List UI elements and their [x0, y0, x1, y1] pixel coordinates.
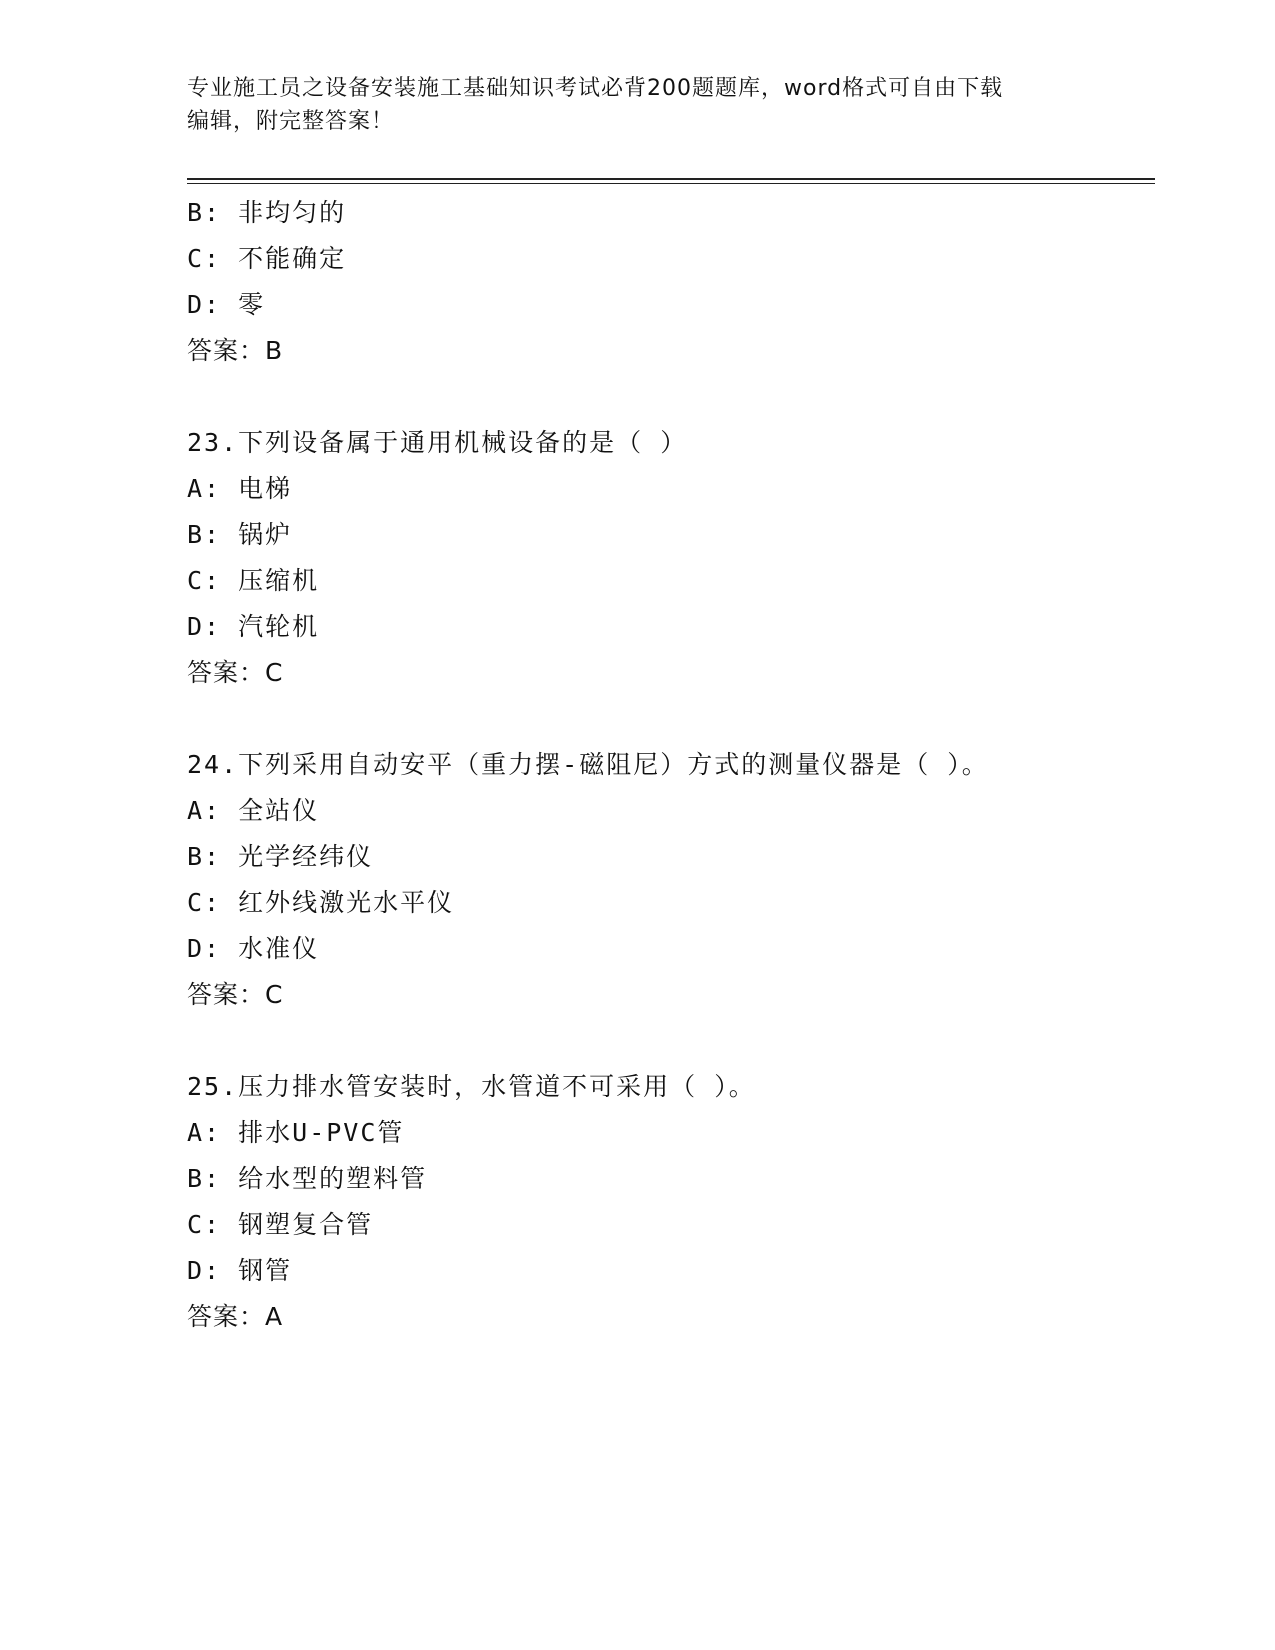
option-b: B: 光学经纬仪: [187, 842, 374, 871]
option-a: A: 全站仪: [187, 796, 320, 825]
answer: 答案：B: [187, 336, 284, 365]
answer: 答案：C: [187, 980, 284, 1009]
option-c: C: 钢塑复合管: [187, 1210, 374, 1239]
header-divider: [187, 178, 1155, 180]
option-d: D: 汽轮机: [187, 612, 320, 641]
question-text: 25.压力排水管安装时，水管道不可采用（ ）。: [187, 1072, 756, 1101]
document-body: [187, 190, 1155, 1340]
question-text: 23.下列设备属于通用机械设备的是（ ）: [187, 428, 688, 457]
question-22-block: [187, 190, 1155, 374]
answer: 答案：A: [187, 1302, 284, 1331]
option-d: D: 水准仪: [187, 934, 320, 963]
option-d: D: 零: [187, 290, 266, 319]
header-line-2: 编辑，附完整答案！: [187, 109, 395, 134]
option-c: C: 不能确定: [187, 244, 347, 273]
answer: 答案：C: [187, 658, 284, 687]
question-24-block: [187, 742, 1155, 1018]
question-23-block: [187, 420, 1155, 696]
option-a: A: 排水U-PVC管: [187, 1118, 405, 1147]
option-b: B: 锅炉: [187, 520, 293, 549]
question-25-block: [187, 1064, 1155, 1340]
option-b: B: 非均匀的: [187, 198, 347, 227]
option-c: C: 红外线激光水平仪: [187, 888, 455, 917]
page-header: [187, 72, 1087, 138]
header-divider-thin: [187, 183, 1155, 184]
option-c: C: 压缩机: [187, 566, 320, 595]
option-b: B: 给水型的塑料管: [187, 1164, 428, 1193]
option-d: D: 钢管: [187, 1256, 293, 1285]
header-line-1: 专业施工员之设备安装施工基础知识考试必背200题题库，word格式可自由下载: [187, 76, 1004, 101]
question-text: 24.下列采用自动安平（重力摆-磁阻尼）方式的测量仪器是（ ）。: [187, 750, 989, 779]
option-a: A: 电梯: [187, 474, 293, 503]
